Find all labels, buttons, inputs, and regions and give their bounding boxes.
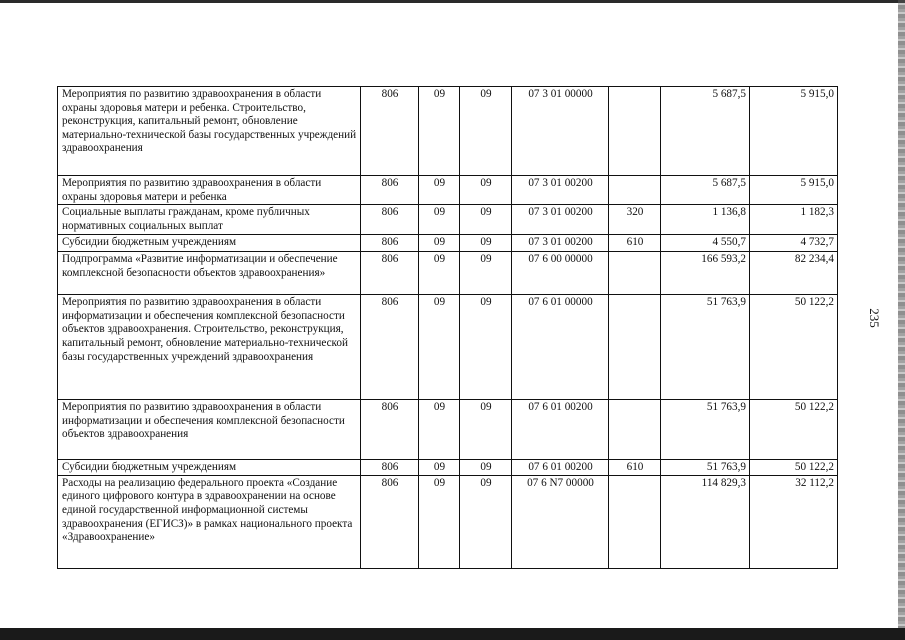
row-name: Мероприятия по развитию здравоохранения в области охраны здоровья матери и ребенка [58,176,361,205]
ved-code: 806 [361,176,419,205]
scan-right-edge [898,0,905,640]
csr-code: 07 3 01 00000 [512,87,609,176]
ved-code: 806 [361,400,419,460]
ved-code: 806 [361,475,419,568]
rz-code: 09 [419,475,460,568]
vr-code [609,475,661,568]
vr-code: 610 [609,235,661,252]
sum-year-1: 114 829,3 [661,475,750,568]
sum-year-2: 4 732,7 [750,235,838,252]
csr-code: 07 6 01 00200 [512,400,609,460]
table-row [58,295,838,400]
csr-code: 07 3 01 00200 [512,205,609,235]
vr-code [609,176,661,205]
table-row [58,400,838,460]
table-row [58,205,838,235]
rz-code: 09 [419,87,460,176]
rz-code: 09 [419,205,460,235]
sum-year-1: 5 687,5 [661,176,750,205]
vr-code [609,252,661,295]
pr-code: 09 [460,460,512,476]
row-name: Мероприятия по развитию здравоохранения в области информатизации и обеспечения комплексной безопасности объектов здравоохранения. Строительство, реконструкция, капитальный ремонт, обновление материально-технической базы государственных учреждений здравоохранения [58,295,361,400]
sum-year-2: 32 112,2 [750,475,838,568]
sum-year-2: 50 122,2 [750,295,838,400]
pr-code: 09 [460,252,512,295]
sum-year-1: 4 550,7 [661,235,750,252]
row-name: Мероприятия по развитию здравоохранения в области информатизации и обеспечения комплексной безопасности объектов здравоохранения [58,400,361,460]
pr-code: 09 [460,176,512,205]
table-row [58,87,838,176]
csr-code: 07 3 01 00200 [512,235,609,252]
vr-code: 610 [609,460,661,476]
ved-code: 806 [361,460,419,476]
rz-code: 09 [419,252,460,295]
pr-code: 09 [460,400,512,460]
pr-code: 09 [460,235,512,252]
scan-bottom-edge [0,628,905,640]
vr-code [609,400,661,460]
rz-code: 09 [419,295,460,400]
vr-code: 320 [609,205,661,235]
sum-year-2: 5 915,0 [750,176,838,205]
row-name: Социальные выплаты гражданам, кроме публичных нормативных социальных выплат [58,205,361,235]
row-name: Подпрограмма «Развитие информатизации и обеспечение комплексной безопасности объектов здравоохранения» [58,252,361,295]
pr-code: 09 [460,295,512,400]
csr-code: 07 6 01 00200 [512,460,609,476]
rz-code: 09 [419,460,460,476]
budget-table [57,86,838,569]
sum-year-1: 166 593,2 [661,252,750,295]
sum-year-2: 5 915,0 [750,87,838,176]
pr-code: 09 [460,87,512,176]
sum-year-1: 51 763,9 [661,295,750,400]
ved-code: 806 [361,235,419,252]
table-row [58,252,838,295]
csr-code: 07 3 01 00200 [512,176,609,205]
row-name: Субсидии бюджетным учреждениям [58,235,361,252]
csr-code: 07 6 00 00000 [512,252,609,295]
page-number: 235 [866,308,882,328]
sum-year-1: 51 763,9 [661,460,750,476]
rz-code: 09 [419,235,460,252]
sum-year-1: 1 136,8 [661,205,750,235]
ved-code: 806 [361,87,419,176]
ved-code: 806 [361,252,419,295]
sum-year-2: 50 122,2 [750,460,838,476]
csr-code: 07 6 N7 00000 [512,475,609,568]
sum-year-1: 5 687,5 [661,87,750,176]
table-row [58,460,838,476]
rz-code: 09 [419,400,460,460]
pr-code: 09 [460,205,512,235]
sum-year-1: 51 763,9 [661,400,750,460]
row-name: Мероприятия по развитию здравоохранения в области охраны здоровья матери и ребенка. Строительство, реконструкция, капитальный ремонт, обновление материально-технической базы государственных учреждений здравоохранения [58,87,361,176]
scan-top-edge [0,0,905,3]
table-row [58,176,838,205]
pr-code: 09 [460,475,512,568]
table-row [58,235,838,252]
csr-code: 07 6 01 00000 [512,295,609,400]
sum-year-2: 82 234,4 [750,252,838,295]
ved-code: 806 [361,205,419,235]
vr-code [609,87,661,176]
vr-code [609,295,661,400]
rz-code: 09 [419,176,460,205]
row-name: Расходы на реализацию федерального проекта «Создание единого цифрового контура в здравоохранении на основе единой государственной информационной системы здравоохранения (ЕГИСЗ)» в рамках национального проекта «Здравоохранение» [58,475,361,568]
table-row [58,475,838,568]
sum-year-2: 50 122,2 [750,400,838,460]
ved-code: 806 [361,295,419,400]
row-name: Субсидии бюджетным учреждениям [58,460,361,476]
sum-year-2: 1 182,3 [750,205,838,235]
